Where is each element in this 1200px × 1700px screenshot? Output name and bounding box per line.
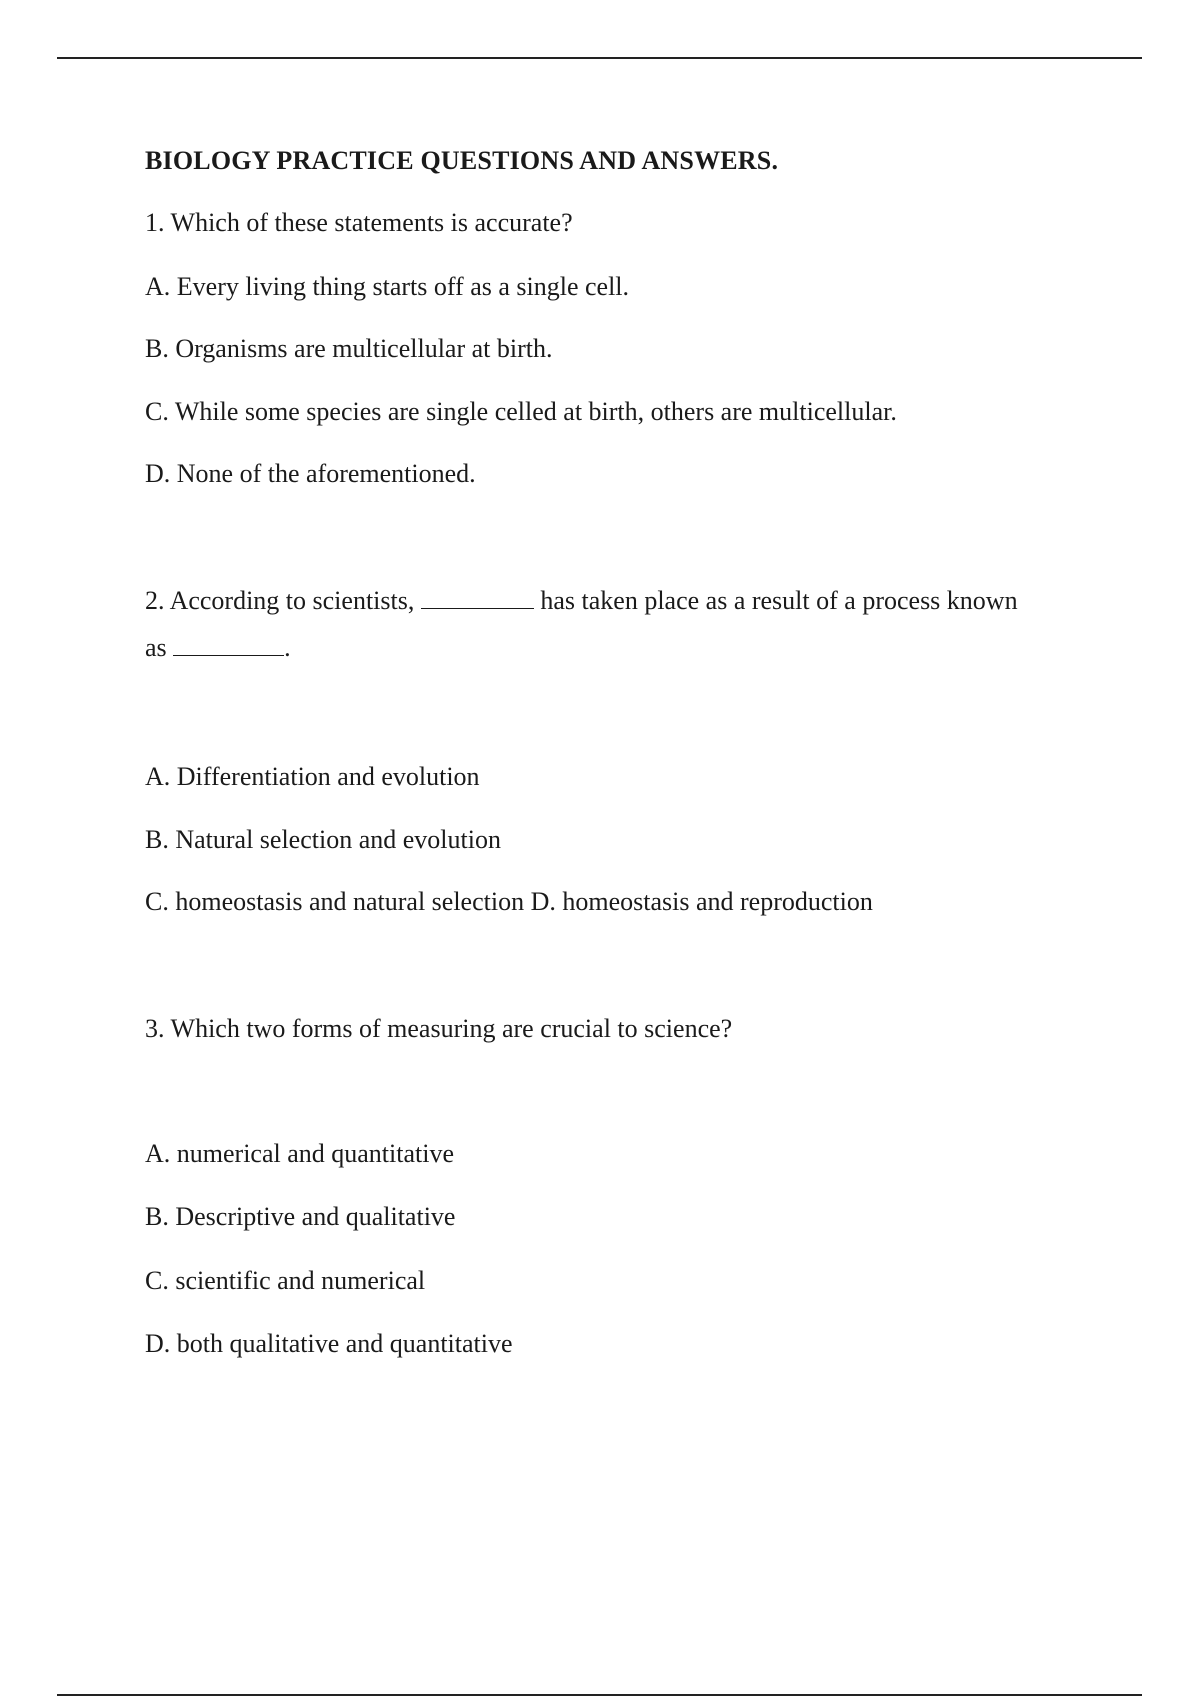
question-1-option-c: C. While some species are single celled at birth, others are multicellular. — [145, 397, 897, 426]
footer-rule — [57, 1694, 1142, 1696]
question-2-prompt-line-2 — [145, 632, 291, 664]
question-2-prompt-as: as — [145, 633, 167, 662]
question-2-option-c-d: C. homeostasis and natural selection D. homeostasis and reproduction — [145, 887, 873, 916]
header-rule — [57, 57, 1142, 59]
fill-in-blank-1 — [421, 586, 534, 609]
question-3-option-c: C. scientific and numerical — [145, 1266, 426, 1295]
page-title: BIOLOGY PRACTICE QUESTIONS AND ANSWERS. — [145, 146, 779, 175]
question-3-option-b: B. Descriptive and qualitative — [145, 1202, 456, 1231]
question-1-prompt: 1. Which of these statements is accurate? — [145, 208, 573, 237]
question-3-option-d: D. both qualitative and quantitative — [145, 1329, 513, 1358]
question-2-prompt-line-1 — [145, 585, 1018, 617]
fill-in-blank-2 — [173, 633, 284, 656]
question-3-option-a: A. numerical and quantitative — [145, 1139, 455, 1168]
question-1-option-d: D. None of the aforementioned. — [145, 459, 476, 488]
question-2-prompt-end: . — [284, 633, 291, 662]
question-2-option-a: A. Differentiation and evolution — [145, 762, 480, 791]
question-1-option-b: B. Organisms are multicellular at birth. — [145, 334, 553, 363]
question-3-prompt: 3. Which two forms of measuring are crucial to science? — [145, 1014, 733, 1043]
question-2-prompt-start: 2. According to scientists, — [145, 586, 415, 615]
question-2-option-b: B. Natural selection and evolution — [145, 825, 501, 854]
question-2-prompt-middle: has taken place as a result of a process known — [540, 586, 1018, 615]
question-1-option-a: A. Every living thing starts off as a single cell. — [145, 272, 630, 301]
